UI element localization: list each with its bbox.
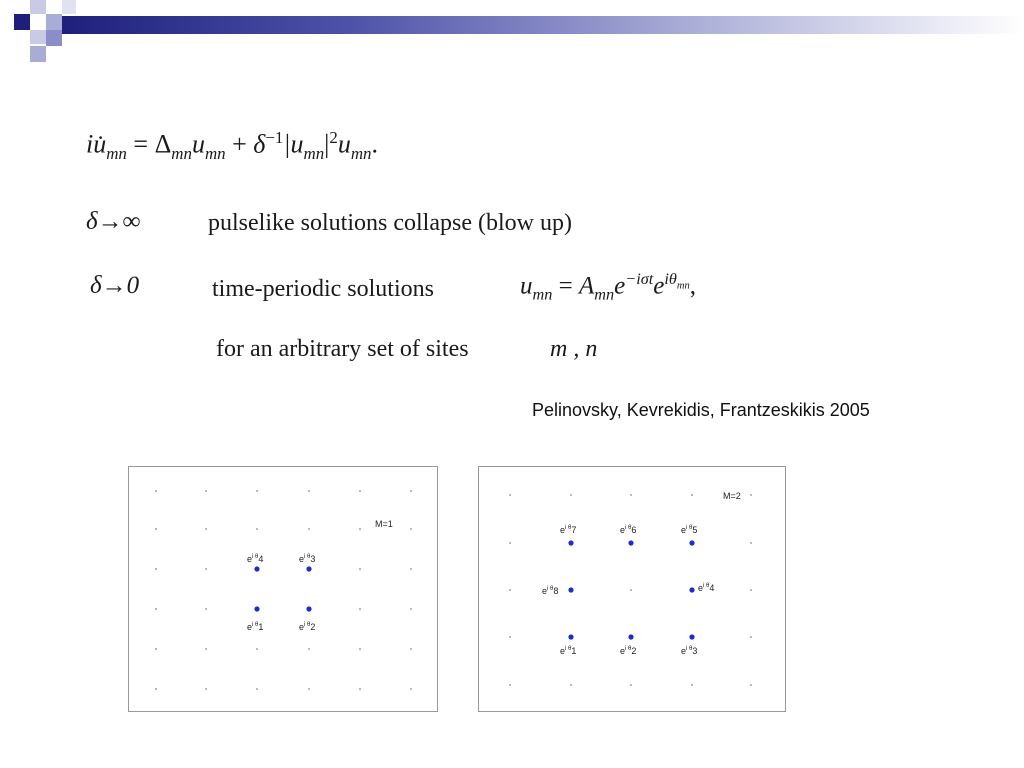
header-bar	[60, 16, 1024, 34]
m1-site-dot	[254, 606, 259, 611]
m2-grid-dot	[570, 494, 572, 496]
eq-coef-sup: −1	[265, 128, 284, 147]
m2-site-dot	[628, 634, 633, 639]
m2-site-label: $e^{i \theta}2$	[620, 646, 637, 656]
m2-grid-dot	[750, 684, 752, 686]
m2-site-dot	[689, 634, 694, 639]
m2-tag: M=2	[723, 491, 741, 501]
m1-grid-dot	[155, 490, 157, 492]
m1-grid-dot	[410, 568, 412, 570]
m1-grid-dot	[155, 608, 157, 610]
m1-site-label: $e^{i \theta}1$	[247, 622, 264, 632]
m2-grid-dot	[750, 589, 752, 591]
m1-site-label: $e^{i \theta}4$	[247, 554, 264, 564]
m1-grid-dot	[359, 608, 361, 610]
lattice-plot-m1	[129, 467, 437, 711]
sol-u-sub: mn	[532, 285, 553, 304]
header-square-2	[30, 0, 46, 14]
m1-grid-dot	[410, 648, 412, 650]
m2-site-dot	[568, 540, 573, 545]
sol-e2: e	[653, 272, 665, 300]
m1-grid-dot	[205, 568, 207, 570]
header-square-5	[46, 30, 62, 46]
m1-grid-dot	[359, 490, 361, 492]
m2-grid-dot	[630, 589, 632, 591]
limit-zero: δ→0	[90, 272, 140, 299]
eq-end: .	[371, 129, 378, 159]
periodic-solution-formula	[520, 270, 696, 304]
m1-site-dot	[306, 606, 311, 611]
m1-site-label: $e^{i \theta}3$	[299, 554, 316, 564]
lattice-plot-m2	[479, 467, 785, 711]
m1-grid-dot	[155, 568, 157, 570]
sol-A: A	[578, 272, 595, 300]
eq-delta-sub: mn	[171, 143, 192, 163]
m2-grid-dot	[750, 542, 752, 544]
m1-grid-dot	[155, 688, 157, 690]
m1-grid-dot	[308, 688, 310, 690]
m2-site-label: $e^{i \theta}5$	[681, 525, 698, 535]
header-square-3	[46, 14, 62, 30]
eq-abs-close: |	[324, 129, 330, 159]
m1-tag: M=1	[375, 519, 393, 529]
arbitrary-sites-text: for an arbitrary set of sites	[216, 336, 469, 362]
eq-abs-sup: 2	[329, 128, 338, 147]
m1-grid-dot	[205, 490, 207, 492]
eq-lhs-sub: mn	[106, 143, 127, 163]
m2-grid-dot	[509, 494, 511, 496]
sol-e2-sup-main: iθ	[664, 270, 677, 288]
header-square-6	[30, 46, 46, 62]
m2-grid-dot	[750, 494, 752, 496]
m1-grid-dot	[155, 528, 157, 530]
m1-grid-dot	[410, 528, 412, 530]
eq-u2: u	[337, 129, 351, 159]
m2-grid-dot	[570, 684, 572, 686]
m2-grid-dot	[509, 589, 511, 591]
m1-grid-dot	[155, 648, 157, 650]
m2-grid-dot	[509, 636, 511, 638]
m2-site-label: $e^{i \theta}1$	[560, 646, 577, 656]
m1-site-label: $e^{i \theta}2$	[299, 622, 316, 632]
m1-grid-dot	[205, 528, 207, 530]
m2-site-label: $e^{i \theta}7$	[560, 525, 577, 535]
eq-abs-open: |u	[283, 129, 304, 159]
m1-grid-dot	[410, 688, 412, 690]
sites-vars: m , n	[550, 336, 598, 362]
m1-grid-dot	[256, 648, 258, 650]
m2-grid-dot	[691, 684, 693, 686]
eq-abs-sub: mn	[303, 143, 325, 163]
eq-delta: Δ	[154, 129, 172, 159]
m1-grid-dot	[256, 528, 258, 530]
m2-site-label: $e^{i \theta}4$	[698, 583, 715, 593]
m2-grid-dot	[630, 494, 632, 496]
citation: Pelinovsky, Kevrekidis, Frantzeskikis 2005	[532, 400, 870, 420]
pulselike-text: pulselike solutions collapse (blow up)	[208, 210, 572, 236]
eq-equals: =	[133, 129, 149, 159]
m2-grid-dot	[509, 542, 511, 544]
header-square-4	[30, 30, 46, 44]
m1-grid-dot	[410, 490, 412, 492]
m1-grid-dot	[410, 608, 412, 610]
eq-plus: +	[232, 129, 247, 159]
m2-grid-dot	[509, 684, 511, 686]
m1-grid-dot	[308, 490, 310, 492]
sol-e2-sup-sub: mn	[676, 280, 690, 292]
m1-grid-dot	[256, 688, 258, 690]
eq-u2-sub: mn	[350, 143, 372, 163]
sol-A-sub: mn	[594, 285, 615, 304]
eq-u: u	[191, 129, 205, 159]
m1-grid-dot	[359, 648, 361, 650]
eq-lhs: iu̇	[86, 129, 107, 159]
time-periodic-text: time-periodic solutions	[212, 276, 434, 302]
sol-u: u	[520, 272, 533, 300]
main-equation	[86, 128, 378, 164]
m2-site-dot	[628, 540, 633, 545]
limit-infinity: δ→∞	[86, 208, 141, 235]
m1-grid-dot	[308, 528, 310, 530]
eq-coef: δ	[253, 129, 266, 159]
m1-site-dot	[254, 566, 259, 571]
sol-end: ,	[689, 272, 697, 300]
header-square-7	[62, 0, 76, 14]
lattice-panel-m2	[478, 466, 786, 712]
m1-grid-dot	[205, 608, 207, 610]
m1-grid-dot	[308, 648, 310, 650]
m1-grid-dot	[359, 528, 361, 530]
m1-grid-dot	[205, 688, 207, 690]
header-square-1	[14, 14, 30, 30]
m2-site-dot	[568, 634, 573, 639]
m2-site-label: $e^{i \theta}6$	[620, 525, 637, 535]
m2-site-dot	[689, 540, 694, 545]
sol-e2-sup	[664, 270, 690, 292]
eq-u-sub: mn	[204, 143, 226, 163]
sol-e1-sup: −iσt	[625, 270, 654, 288]
m1-grid-dot	[256, 490, 258, 492]
m1-grid-dot	[205, 648, 207, 650]
m2-site-label: $e^{i \theta}3$	[681, 646, 698, 656]
sol-e1: e	[614, 272, 626, 300]
m2-grid-dot	[691, 494, 693, 496]
lattice-panel-m1	[128, 466, 438, 712]
m2-grid-dot	[630, 684, 632, 686]
sol-equals: =	[558, 272, 573, 300]
m1-grid-dot	[359, 688, 361, 690]
m2-site-dot	[568, 587, 573, 592]
m1-site-dot	[306, 566, 311, 571]
m2-site-label: $e^{i \theta}8$	[542, 586, 559, 596]
m2-site-dot	[689, 587, 694, 592]
m1-grid-dot	[359, 568, 361, 570]
m2-grid-dot	[750, 636, 752, 638]
